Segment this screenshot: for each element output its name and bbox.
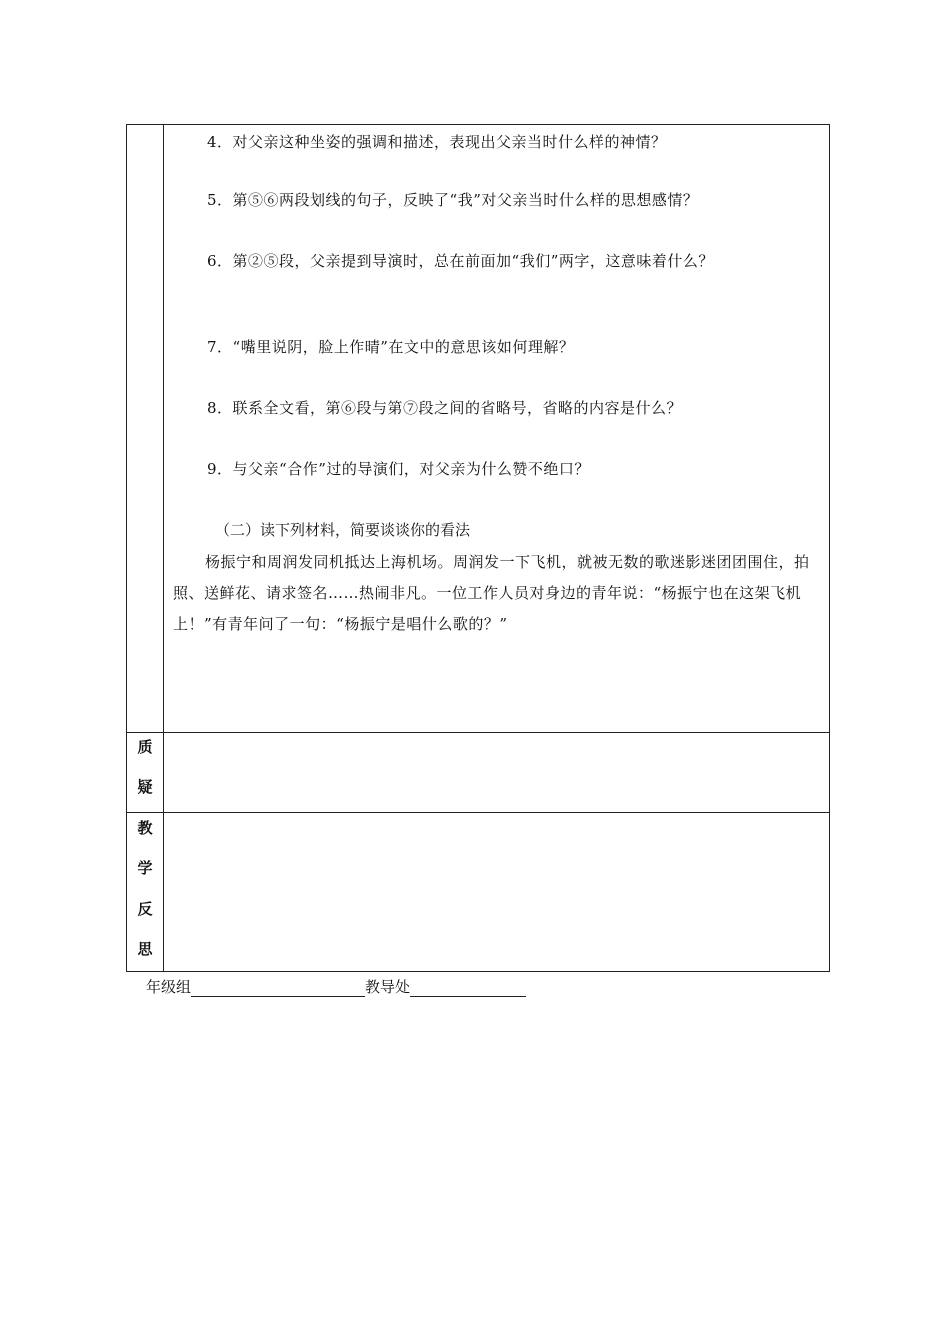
grade-group-label: 年级组: [146, 978, 192, 996]
teaching-office-label: 教导处: [365, 978, 411, 996]
section-two-title: （二）读下列材料，简要谈谈你的看法: [215, 521, 471, 539]
query-label-char-2: 疑: [137, 778, 153, 796]
question-9: 9．与父亲“合作”过的导演们，对父亲为什么赞不绝口？: [207, 460, 590, 478]
worksheet-table: [126, 124, 830, 972]
query-label-char-1: 质: [137, 738, 153, 756]
question-7: 7．“嘴里说阴，脸上作晴”在文中的意思该如何理解？: [207, 338, 575, 356]
row-divider-query: [127, 732, 829, 733]
question-6: 6．第②⑤段，父亲提到导演时，总在前面加“我们”两字，这意味着什么？: [207, 252, 714, 270]
question-4: 4．对父亲这种坐姿的强调和描述，表现出父亲当时什么样的神情？: [207, 133, 667, 151]
reading-passage: 杨振宁和周润发同机抵达上海机场。周润发一下飞机，就被无数的歌迷影迷团团围住，拍照、送鲜花、请求签名……热闹非凡。一位工作人员对身边的青年说：“杨振宁也在这架飞机上！”有青年问了一句：“杨振宁是唱什么歌的？”: [173, 553, 810, 633]
question-5: 5．第⑤⑥两段划线的句子，反映了“我”对父亲当时什么样的思想感情？: [207, 191, 699, 209]
signature-footer: [146, 976, 526, 997]
reflection-label-char-3: 反: [137, 900, 153, 918]
row-divider-reflection: [127, 812, 829, 813]
question-8: 8．联系全文看，第⑥段与第⑦段之间的省略号，省略的内容是什么？: [207, 399, 683, 417]
reflection-label-char-4: 思: [137, 940, 153, 958]
reflection-label-char-2: 学: [137, 859, 153, 877]
column-divider: [163, 125, 164, 971]
grade-group-signature-line: [191, 980, 365, 997]
teaching-office-signature-line: [410, 980, 526, 997]
reflection-label-char-1: 教: [137, 819, 153, 837]
